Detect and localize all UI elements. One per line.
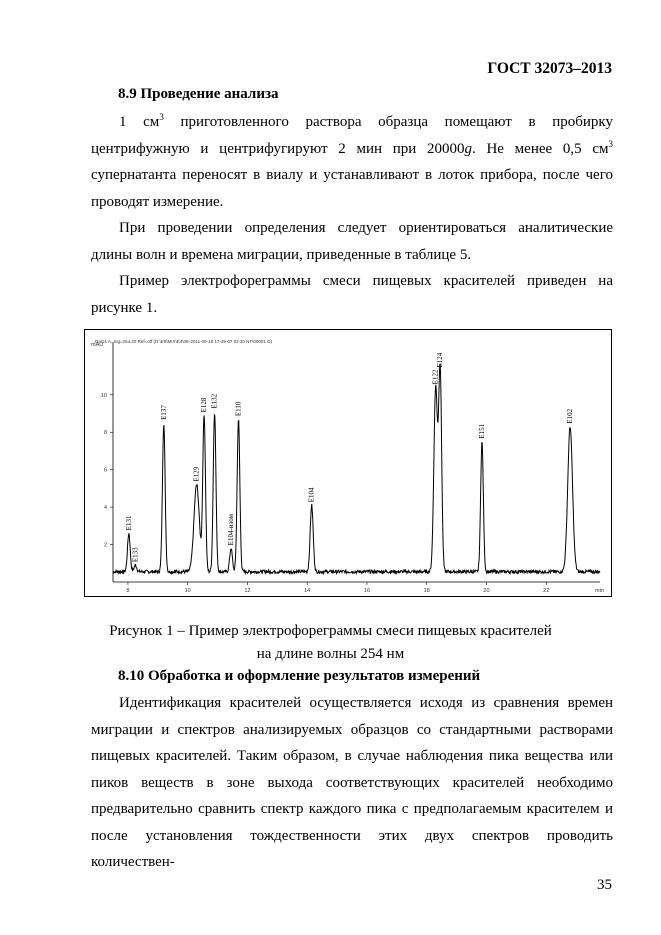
peak-label: E110 — [234, 401, 243, 417]
peak-label: E151 — [477, 423, 486, 439]
page-number: 35 — [597, 877, 612, 893]
peak-label: E137 — [159, 405, 168, 420]
x-tick-label: 10 — [184, 588, 191, 594]
x-tick-label: 8 — [126, 588, 130, 594]
y-unit-label: mAU — [91, 342, 104, 348]
chart-header-text: DAD1 A, Sig=254,20 Ref=off (D:\E5\MIX\E4\0E-2011-09-18 17-49-07 03:30 NT\00001 D) — [95, 339, 272, 344]
y-tick-label: 8 — [103, 430, 107, 437]
y-tick-label: 4 — [103, 505, 107, 512]
peak-label: E124 — [436, 352, 445, 368]
peak-label: E122 — [431, 369, 440, 385]
signal-trace — [113, 364, 600, 574]
figure-caption-line-2: на длине волны 254 нм — [256, 646, 405, 662]
electropherogram-chart — [85, 330, 611, 596]
section-title-8-9: 8.9 Проведение анализа — [118, 86, 279, 102]
x-tick-label: 22 — [543, 588, 550, 594]
peak-label: E102 — [566, 408, 575, 424]
peak-label: E133 — [131, 547, 140, 563]
paragraph-8-9-1: 1 $см^3$ приготовленного раствора образца помещают в пробирку центрифужную и центрифугируют 2 мин при 20000g. Не менее 0,5 $см^3$ супернатанта переносят в виалу и устанавливают в лоток прибора, после чего проводят измерение. — [91, 112, 613, 210]
section-title-8-10: 8.10 Обработка и оформление результатов измерений — [118, 668, 481, 684]
y-tick-label: 2 — [103, 542, 107, 549]
peak-label: E104 — [307, 487, 316, 503]
x-tick-label: 14 — [304, 588, 311, 594]
x-tick-label: 20 — [483, 588, 490, 594]
paragraph-8-9-3: Пример электрофореграммы смеси пищевых красителей приведен на рисунке 1. — [91, 273, 613, 316]
standard-number: ГОСТ 32073–2013 — [487, 60, 612, 77]
x-unit-label: min — [595, 588, 604, 594]
peak-label: E104-изом — [227, 513, 236, 546]
figure-caption-line-1: Рисунок 1 – Пример электрофореграммы смеси пищевых красителей — [109, 623, 552, 639]
y-tick-label: 10 — [100, 392, 107, 399]
peak-label: E132 — [210, 393, 219, 409]
paragraph-8-9-2: При проведении определения следует ориентироваться аналитические длины волн и времена миграции, приведенные в таблице 5. — [91, 220, 613, 263]
peak-label: E128 — [200, 397, 209, 413]
paragraph-8-10-1: Идентификация красителей осуществляется исходя из сравнения времен миграции и спектров анализируемых образцов со стандартными растворами пищевых красителей. Таким образом, в случае наблюдения пика вещества или пиков веществ в зоне выхода соответствующих красителей необходимо предварительно сравнить спектр каждого пика с предполагаемым красителем и после установления тождественности этих двух спектров проводить количествен- — [91, 695, 613, 870]
x-tick-label: 16 — [363, 588, 371, 594]
peak-label: E129 — [192, 466, 201, 482]
peak-label: E131 — [124, 515, 133, 531]
electropherogram-figure — [84, 329, 612, 597]
x-tick-label: 18 — [423, 588, 430, 594]
y-tick-label: 6 — [103, 467, 107, 474]
x-tick-label: 12 — [244, 588, 251, 594]
